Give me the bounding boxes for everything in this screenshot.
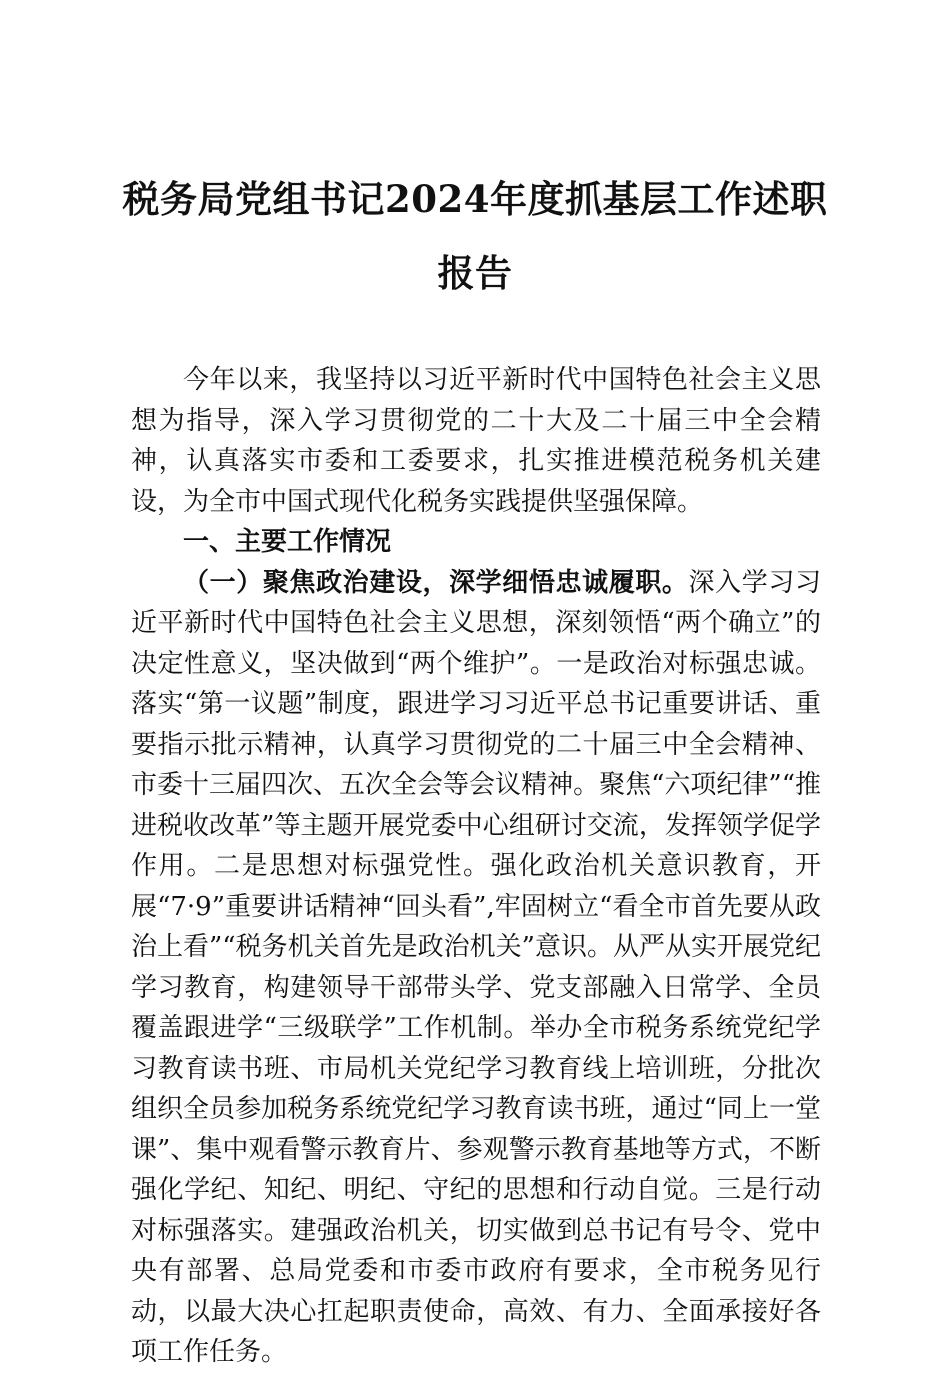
subsection-heading: （一）聚焦政治建设，深学细悟忠诚履职。 bbox=[183, 567, 689, 598]
section-heading: 一、主要工作情况 bbox=[183, 527, 392, 557]
subsection-paragraph bbox=[131, 563, 821, 1373]
document-body bbox=[131, 360, 821, 1373]
intro-paragraph: 今年以来，我坚持以习近平新时代中国特色社会主义思想为指导，深入学习贯彻党的二十大及二十届三中全会精神，认真落实市委和工委要求，扎实推进模范税务机关建设，为全市中国式现代化税务实践提供坚强保障。 bbox=[131, 365, 821, 517]
subsection-text: 深入学习习近平新时代中国特色社会主义思想，深刻领悟“两个确立”的决定性意义，坚决做到“两个维护”。一是政治对标强忠诚。落实“第一议题”制度，跟进学习习近平总书记重要讲话、重要指示批示精神，认真学习贯彻党的二十届三中全会精神、市委十三届四次、五次全会等会议精神。聚焦“六项纪律”“推进税收改革”等主题开展党委中心组研讨交流，发挥领学促学作用。二是思想对标强党性。强化政治机关意识教育，开展“7·9”重要讲话精神“回头看”,牢固树立“看全市首先要从政治上看”“税务机关首先是政治机关”意识。从严从实开展党纪学习教育，构建领导干部带头学、党支部融入日常学、全员覆盖跟进学“三级联学”工作机制。举办全市税务系统党纪学习教育读书班、市局机关党纪学习教育线上培训班，分批次组织全员参加税务系统党纪学习教育读书班，通过“同上一堂课”、集中观看警示教育片、参观警示教育基地等方式，不断强化学纪、知纪、明纪、守纪的思想和行动自觉。三是行动对标强落实。建强政治机关，切实做到总书记有号令、党中央有部署、总局党委和市委市政府有要求，全市税务见行动，以最大决心扛起职责使命，高效、有力、全面承接好各项工作任务。 bbox=[131, 567, 821, 1367]
document-title: 税务局党组书记2024年度抓基层工作述职报告 bbox=[122, 177, 828, 295]
